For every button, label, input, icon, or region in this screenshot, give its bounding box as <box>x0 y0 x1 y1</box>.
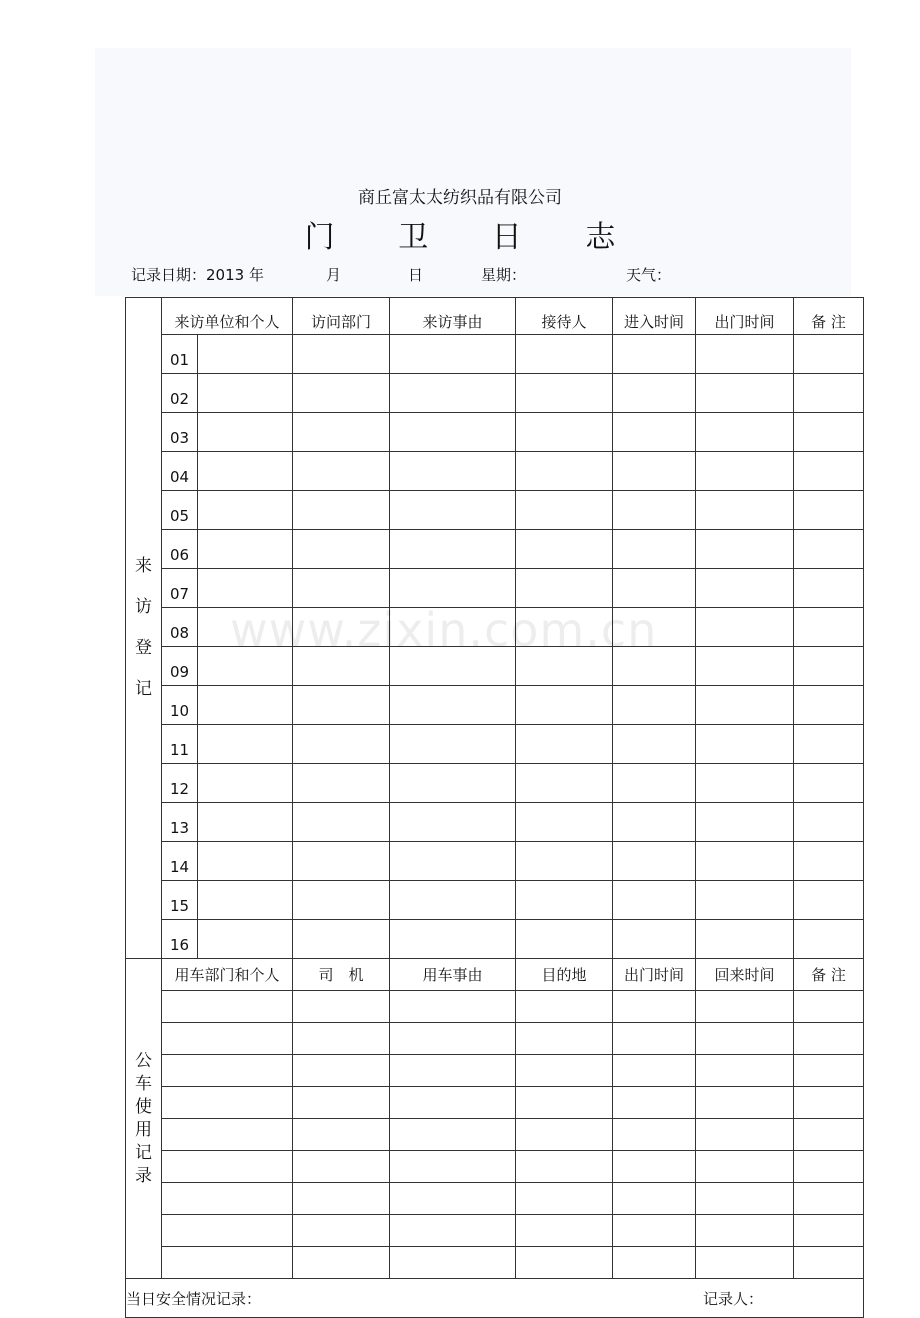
day-label: 日 <box>408 266 424 284</box>
recorder-label: 记录人： <box>703 1289 764 1308</box>
visitor-header-cell: 来访事由 <box>390 298 516 335</box>
visitor-entry-cell[interactable] <box>293 452 390 491</box>
car-entry-cell[interactable] <box>390 1055 516 1087</box>
visitor-entry-cell[interactable] <box>516 881 613 920</box>
visitor-entry-cell[interactable] <box>794 413 864 452</box>
visitor-entry-cell[interactable] <box>198 569 293 608</box>
visitor-entry-cell[interactable] <box>613 374 696 413</box>
visitor-entry-cell[interactable] <box>198 608 293 647</box>
visitor-entry-cell[interactable] <box>696 686 794 725</box>
visitor-entry-cell[interactable] <box>696 491 794 530</box>
visitor-entry-cell[interactable] <box>794 842 864 881</box>
row-number: 09 <box>162 647 198 686</box>
car-entry-cell[interactable] <box>162 1055 293 1087</box>
car-entry-cell[interactable] <box>162 1183 293 1215</box>
visitor-entry-cell[interactable] <box>293 725 390 764</box>
document-title <box>0 212 920 256</box>
visitor-entry-cell[interactable] <box>696 920 794 959</box>
section-label-char: 车 <box>135 1073 152 1094</box>
row-number: 14 <box>162 842 198 881</box>
car-entry-cell[interactable] <box>613 1247 696 1279</box>
visitor-entry-cell[interactable] <box>198 881 293 920</box>
visitor-entry-cell[interactable] <box>696 764 794 803</box>
visitor-entry-cell[interactable] <box>293 413 390 452</box>
visitor-entry-cell[interactable] <box>613 647 696 686</box>
visitor-entry-cell[interactable] <box>198 530 293 569</box>
car-header-cell: 目的地 <box>516 959 613 991</box>
visitor-entry-cell[interactable] <box>613 413 696 452</box>
row-number: 12 <box>162 764 198 803</box>
visitor-entry-cell[interactable] <box>293 647 390 686</box>
visitor-entry-cell[interactable] <box>390 881 516 920</box>
row-number: 10 <box>162 686 198 725</box>
car-section-label <box>126 959 162 1279</box>
car-entry-cell[interactable] <box>696 1023 794 1055</box>
visitor-entry-cell[interactable] <box>696 803 794 842</box>
visitor-entry-cell[interactable] <box>516 686 613 725</box>
car-entry-cell[interactable] <box>794 1247 864 1279</box>
car-entry-cell[interactable] <box>293 1023 390 1055</box>
visitor-entry-cell[interactable] <box>794 920 864 959</box>
section-label-char: 公 <box>135 1050 152 1071</box>
visitor-entry-cell[interactable] <box>198 686 293 725</box>
visitor-entry-cell[interactable] <box>293 569 390 608</box>
visitor-entry-cell[interactable] <box>198 803 293 842</box>
section-label-char: 记 <box>135 679 152 699</box>
car-entry-cell[interactable] <box>516 1183 613 1215</box>
visitor-section-label <box>126 298 162 959</box>
visitor-entry-cell[interactable] <box>293 608 390 647</box>
visitor-entry-cell[interactable] <box>516 647 613 686</box>
car-entry-cell[interactable] <box>516 1215 613 1247</box>
car-entry-cell[interactable] <box>162 1087 293 1119</box>
visitor-entry-cell[interactable] <box>516 413 613 452</box>
visitor-header-row <box>126 298 864 335</box>
visitor-entry-cell[interactable] <box>390 803 516 842</box>
visitor-entry-cell[interactable] <box>794 881 864 920</box>
visitor-row <box>126 920 864 959</box>
car-entry-cell[interactable] <box>390 991 516 1023</box>
car-entry-cell[interactable] <box>696 1119 794 1151</box>
visitor-entry-cell[interactable] <box>198 491 293 530</box>
car-entry-cell[interactable] <box>293 1183 390 1215</box>
car-entry-cell[interactable] <box>293 1215 390 1247</box>
car-entry-cell[interactable] <box>390 1183 516 1215</box>
visitor-entry-cell[interactable] <box>293 803 390 842</box>
visitor-header-cell: 接待人 <box>516 298 613 335</box>
visitor-entry-cell[interactable] <box>696 530 794 569</box>
car-entry-cell[interactable] <box>293 1247 390 1279</box>
car-entry-cell[interactable] <box>293 1119 390 1151</box>
row-number: 05 <box>162 491 198 530</box>
visitor-entry-cell[interactable] <box>293 374 390 413</box>
car-entry-cell[interactable] <box>390 1119 516 1151</box>
visitor-row <box>126 842 864 881</box>
visitor-entry-cell[interactable] <box>696 647 794 686</box>
car-row <box>126 1183 864 1215</box>
car-entry-cell[interactable] <box>516 1023 613 1055</box>
row-number: 07 <box>162 569 198 608</box>
visitor-entry-cell[interactable] <box>390 608 516 647</box>
visitor-entry-cell[interactable] <box>293 335 390 374</box>
car-entry-cell[interactable] <box>613 1023 696 1055</box>
car-entry-cell[interactable] <box>516 1247 613 1279</box>
visitor-entry-cell[interactable] <box>794 608 864 647</box>
weekday-label: 星期： <box>481 266 527 284</box>
row-number: 01 <box>162 335 198 374</box>
visitor-entry-cell[interactable] <box>794 686 864 725</box>
car-row <box>126 1119 864 1151</box>
visitor-entry-cell[interactable] <box>794 647 864 686</box>
visitor-header-cell: 来访单位和个人 <box>162 298 293 335</box>
visitor-entry-cell[interactable] <box>696 608 794 647</box>
visitor-entry-cell[interactable] <box>613 725 696 764</box>
car-entry-cell[interactable] <box>516 1151 613 1183</box>
visitor-entry-cell[interactable] <box>516 530 613 569</box>
car-entry-cell[interactable] <box>613 991 696 1023</box>
visitor-entry-cell[interactable] <box>516 725 613 764</box>
visitor-entry-cell[interactable] <box>390 764 516 803</box>
visitor-entry-cell[interactable] <box>516 374 613 413</box>
car-entry-cell[interactable] <box>794 1023 864 1055</box>
car-entry-cell[interactable] <box>390 1151 516 1183</box>
visitor-entry-cell[interactable] <box>390 725 516 764</box>
car-entry-cell[interactable] <box>696 1087 794 1119</box>
car-header-cell: 出门时间 <box>613 959 696 991</box>
visitor-entry-cell[interactable] <box>613 881 696 920</box>
car-entry-cell[interactable] <box>696 1151 794 1183</box>
row-number: 15 <box>162 881 198 920</box>
visitor-header-cell: 访问部门 <box>293 298 390 335</box>
car-entry-cell[interactable] <box>794 1183 864 1215</box>
visitor-row <box>126 530 864 569</box>
visitor-row <box>126 491 864 530</box>
car-entry-cell[interactable] <box>613 1215 696 1247</box>
visitor-entry-cell[interactable] <box>613 842 696 881</box>
visitor-entry-cell[interactable] <box>293 881 390 920</box>
gate-log-table <box>125 297 864 1318</box>
visitor-entry-cell[interactable] <box>390 491 516 530</box>
row-number: 08 <box>162 608 198 647</box>
car-row <box>126 1023 864 1055</box>
car-entry-cell[interactable] <box>794 991 864 1023</box>
row-number: 04 <box>162 452 198 491</box>
safety-record-label: 当日安全情况记录： <box>126 1289 262 1308</box>
car-header-cell: 用车事由 <box>390 959 516 991</box>
visitor-row <box>126 803 864 842</box>
car-entry-cell[interactable] <box>293 1087 390 1119</box>
section-label-char: 用 <box>135 1119 152 1140</box>
visitor-row <box>126 647 864 686</box>
visitor-entry-cell[interactable] <box>198 452 293 491</box>
visitor-entry-cell[interactable] <box>696 725 794 764</box>
visitor-entry-cell[interactable] <box>696 842 794 881</box>
visitor-entry-cell[interactable] <box>293 920 390 959</box>
visitor-entry-cell[interactable] <box>390 569 516 608</box>
visitor-entry-cell[interactable] <box>696 413 794 452</box>
visitor-entry-cell[interactable] <box>198 413 293 452</box>
car-entry-cell[interactable] <box>293 1151 390 1183</box>
visitor-row <box>126 413 864 452</box>
visitor-entry-cell[interactable] <box>516 608 613 647</box>
car-entry-cell[interactable] <box>613 1151 696 1183</box>
visitor-entry-cell[interactable] <box>293 491 390 530</box>
car-entry-cell[interactable] <box>696 991 794 1023</box>
visitor-entry-cell[interactable] <box>390 920 516 959</box>
car-row <box>126 1087 864 1119</box>
visitor-entry-cell[interactable] <box>613 530 696 569</box>
car-entry-cell[interactable] <box>613 1183 696 1215</box>
car-entry-cell[interactable] <box>696 1247 794 1279</box>
visitor-entry-cell[interactable] <box>516 491 613 530</box>
car-entry-cell[interactable] <box>794 1055 864 1087</box>
visitor-entry-cell[interactable] <box>390 413 516 452</box>
section-label-char: 来 <box>135 556 152 576</box>
visitor-entry-cell[interactable] <box>696 335 794 374</box>
car-entry-cell[interactable] <box>794 1087 864 1119</box>
visitor-entry-cell[interactable] <box>794 374 864 413</box>
car-entry-cell[interactable] <box>162 1023 293 1055</box>
title-char: 卫 <box>398 220 429 255</box>
footer-cell <box>126 1279 864 1318</box>
visitor-header-cell: 出门时间 <box>696 298 794 335</box>
title-char: 日 <box>491 220 522 255</box>
visitor-header-cell: 进入时间 <box>613 298 696 335</box>
visitor-entry-cell[interactable] <box>390 452 516 491</box>
visitor-entry-cell[interactable] <box>613 491 696 530</box>
visitor-entry-cell[interactable] <box>516 920 613 959</box>
car-entry-cell[interactable] <box>390 1215 516 1247</box>
visitor-row <box>126 335 864 374</box>
visitor-entry-cell[interactable] <box>390 335 516 374</box>
visitor-row <box>126 686 864 725</box>
car-row <box>126 991 864 1023</box>
visitor-entry-cell[interactable] <box>516 842 613 881</box>
visitor-entry-cell[interactable] <box>198 725 293 764</box>
visitor-entry-cell[interactable] <box>794 452 864 491</box>
row-number: 02 <box>162 374 198 413</box>
row-number: 06 <box>162 530 198 569</box>
title-char: 志 <box>585 220 616 255</box>
visitor-row <box>126 608 864 647</box>
visitor-entry-cell[interactable] <box>613 764 696 803</box>
visitor-entry-cell[interactable] <box>293 764 390 803</box>
car-entry-cell[interactable] <box>696 1183 794 1215</box>
car-section <box>126 959 864 1279</box>
car-entry-cell[interactable] <box>613 1119 696 1151</box>
car-entry-cell[interactable] <box>696 1055 794 1087</box>
visitor-entry-cell[interactable] <box>198 842 293 881</box>
visitor-row <box>126 452 864 491</box>
visitor-entry-cell[interactable] <box>613 335 696 374</box>
car-entry-cell[interactable] <box>794 1151 864 1183</box>
row-number: 13 <box>162 803 198 842</box>
visitor-entry-cell[interactable] <box>198 764 293 803</box>
visitor-entry-cell[interactable] <box>293 842 390 881</box>
car-entry-cell[interactable] <box>162 991 293 1023</box>
car-entry-cell[interactable] <box>162 1151 293 1183</box>
watermark: www.zixin.com.cn <box>230 603 658 657</box>
car-entry-cell[interactable] <box>516 1087 613 1119</box>
visitor-entry-cell[interactable] <box>198 335 293 374</box>
visitor-header-cell: 备 注 <box>794 298 864 335</box>
visitor-row <box>126 725 864 764</box>
visitor-entry-cell[interactable] <box>794 530 864 569</box>
visitor-entry-cell[interactable] <box>696 374 794 413</box>
visitor-entry-cell[interactable] <box>516 335 613 374</box>
car-entry-cell[interactable] <box>162 1119 293 1151</box>
row-number: 16 <box>162 920 198 959</box>
visitor-entry-cell[interactable] <box>390 647 516 686</box>
visitor-entry-cell[interactable] <box>794 803 864 842</box>
section-label-char: 记 <box>135 1142 152 1163</box>
car-entry-cell[interactable] <box>390 1087 516 1119</box>
car-row <box>126 1055 864 1087</box>
car-header-cell: 用车部门和个人 <box>162 959 293 991</box>
visitor-entry-cell[interactable] <box>293 686 390 725</box>
section-label-char: 访 <box>135 597 152 617</box>
row-number: 03 <box>162 413 198 452</box>
date-label: 记录日期：2013 年 <box>131 266 264 284</box>
weather-label: 天气： <box>626 266 672 284</box>
car-entry-cell[interactable] <box>516 1055 613 1087</box>
visitor-entry-cell[interactable] <box>794 491 864 530</box>
visitor-entry-cell[interactable] <box>390 374 516 413</box>
visitor-entry-cell[interactable] <box>390 686 516 725</box>
visitor-row <box>126 764 864 803</box>
car-entry-cell[interactable] <box>162 1215 293 1247</box>
car-row <box>126 1151 864 1183</box>
car-entry-cell[interactable] <box>696 1215 794 1247</box>
car-header-cell: 司 机 <box>293 959 390 991</box>
visitor-entry-cell[interactable] <box>696 452 794 491</box>
visitor-entry-cell[interactable] <box>794 725 864 764</box>
car-entry-cell[interactable] <box>390 1247 516 1279</box>
row-number: 11 <box>162 725 198 764</box>
car-entry-cell[interactable] <box>516 1119 613 1151</box>
visitor-entry-cell[interactable] <box>516 803 613 842</box>
visitor-entry-cell[interactable] <box>794 569 864 608</box>
car-row <box>126 1215 864 1247</box>
car-row <box>126 1247 864 1279</box>
visitor-entry-cell[interactable] <box>613 608 696 647</box>
visitor-entry-cell[interactable] <box>613 686 696 725</box>
visitor-entry-cell[interactable] <box>613 803 696 842</box>
car-entry-cell[interactable] <box>794 1119 864 1151</box>
visitor-entry-cell[interactable] <box>696 569 794 608</box>
visitor-entry-cell[interactable] <box>516 452 613 491</box>
car-entry-cell[interactable] <box>390 1023 516 1055</box>
visitor-entry-cell[interactable] <box>198 374 293 413</box>
visitor-entry-cell[interactable] <box>390 842 516 881</box>
car-header-cell: 回来时间 <box>696 959 794 991</box>
visitor-entry-cell[interactable] <box>794 764 864 803</box>
section-label-char: 录 <box>135 1165 152 1186</box>
visitor-row <box>126 881 864 920</box>
visitor-entry-cell[interactable] <box>613 569 696 608</box>
visitor-entry-cell[interactable] <box>390 530 516 569</box>
visitor-entry-cell[interactable] <box>516 569 613 608</box>
title-char: 门 <box>304 220 335 255</box>
car-entry-cell[interactable] <box>293 1055 390 1087</box>
header-background <box>95 48 851 296</box>
visitor-row <box>126 569 864 608</box>
company-name: 商丘富太太纺织品有限公司 <box>358 188 562 208</box>
visitor-entry-cell[interactable] <box>613 452 696 491</box>
section-label-char: 登 <box>135 638 152 658</box>
visitor-entry-cell[interactable] <box>198 647 293 686</box>
car-entry-cell[interactable] <box>794 1215 864 1247</box>
car-entry-cell[interactable] <box>516 991 613 1023</box>
visitor-entry-cell[interactable] <box>516 764 613 803</box>
car-entry-cell[interactable] <box>613 1055 696 1087</box>
visitor-entry-cell[interactable] <box>613 920 696 959</box>
visitor-section <box>126 298 864 959</box>
section-label-char: 使 <box>135 1096 152 1117</box>
car-header-cell: 备 注 <box>794 959 864 991</box>
visitor-entry-cell[interactable] <box>293 530 390 569</box>
visitor-entry-cell[interactable] <box>198 920 293 959</box>
month-label: 月 <box>326 266 342 284</box>
visitor-row <box>126 374 864 413</box>
visitor-entry-cell[interactable] <box>696 881 794 920</box>
footer-row <box>126 1279 864 1318</box>
visitor-entry-cell[interactable] <box>794 335 864 374</box>
car-entry-cell[interactable] <box>293 991 390 1023</box>
car-header-row <box>126 959 864 991</box>
car-entry-cell[interactable] <box>613 1087 696 1119</box>
car-entry-cell[interactable] <box>162 1247 293 1279</box>
